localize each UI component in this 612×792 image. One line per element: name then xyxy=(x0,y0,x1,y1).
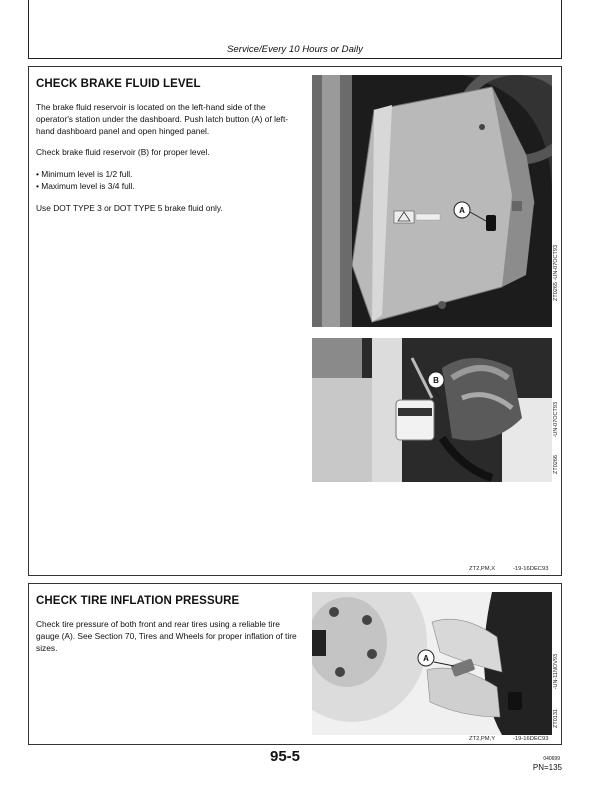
page-header: Service/Every 10 Hours or Daily xyxy=(227,44,363,55)
brake-para-2: Check brake fluid reservoir (B) for proper level. xyxy=(36,147,210,158)
tire-photo-code: ZT0131 xyxy=(553,709,559,728)
brake-level-list xyxy=(36,169,301,193)
photo1-code: ZT0265 xyxy=(553,282,559,301)
brake-fluid-section xyxy=(28,66,562,576)
brake-section-title: CHECK BRAKE FLUID LEVEL xyxy=(36,78,201,90)
tire-photo-date: -UN-11NOV93 xyxy=(553,654,559,690)
tire-section-title: CHECK TIRE INFLATION PRESSURE xyxy=(36,595,240,607)
dashboard-panel-photo xyxy=(312,75,552,327)
tire-para-1: Check tire pressure of both front and rear tires using a reliable tire gauge (A). See Section 70, Tires and Wheels for proper inflation of tire sizes. xyxy=(36,619,297,653)
photo2-code: ZT0266 xyxy=(553,455,559,474)
photo1-date: -UN-07OCT93 xyxy=(553,245,559,281)
brake-foot-date: -19-16DEC93 xyxy=(513,566,549,572)
tire-foot-code: ZT2,PM,Y xyxy=(469,736,496,742)
header-rule xyxy=(28,58,562,59)
page-number: 95-5 xyxy=(270,748,301,765)
tire-foot-date: -19-16DEC93 xyxy=(513,736,549,742)
callout-b-label: B xyxy=(433,376,439,385)
pn-label: PN=135 xyxy=(532,763,562,772)
photo2-date: -UN-07OCT93 xyxy=(553,402,559,438)
brake-reservoir-photo xyxy=(312,338,552,482)
callout-a-label: A xyxy=(423,654,429,663)
brake-foot-code: ZT2,PM,X xyxy=(469,566,496,572)
list-item: • Maximum level is 3/4 full. xyxy=(36,180,135,191)
tire-body xyxy=(36,619,301,664)
document-code: 040699 xyxy=(543,756,560,762)
brake-para-3: Use DOT TYPE 3 or DOT TYPE 5 brake fluid only. xyxy=(36,202,223,213)
tire-gauge-photo xyxy=(312,592,552,735)
brake-body xyxy=(36,102,301,225)
brake-para-1: The brake fluid reservoir is located on the left-hand side of the operator's station under the dashboard. Push latch button (A) of left-hand dashboard panel and open hinged panel. xyxy=(36,102,289,136)
list-item: • Minimum level is 1/2 full. xyxy=(36,169,133,180)
callout-a-label: A xyxy=(459,206,465,215)
tire-pressure-section xyxy=(28,583,562,745)
